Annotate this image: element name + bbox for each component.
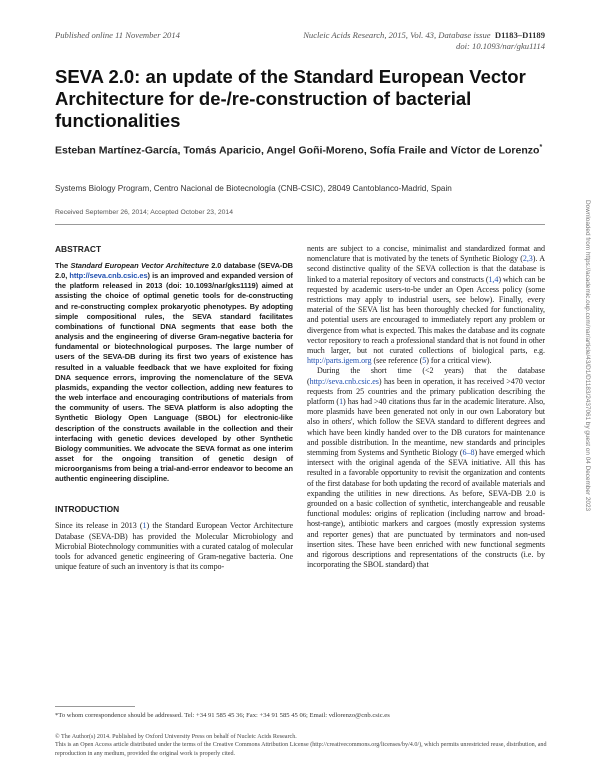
igem-url-link[interactable]: http://parts.igem.org: [307, 356, 372, 366]
abstract-text: The Standard European Vector Architecture 2.0 database (SEVA-DB 2.0, http://seva.cnb.csic.es) is an improved and expanded version of the platform released in 2013 (doi: 10.1093/nar/gks1119) aimed at assisting the choice of optimal genetic tools for de-constructing and re-constructing complex prokaryotic phenotypes. By adopting simple compositional rules, the SEVA standard facilitates combinations of functional DNA segments that ease both the analysis and the engineering of diverse Gram-negative bacteria for fundamental or biotechnological purposes. The large number of users of the SEVA-DB during its first two years of existence has resulted in a valuable feedback that we have exploited for fixing DNA sequence errors, improving the nomenclature of the SEVA plasmids, expanding the vector collection, adding new features to the web interface and encouraging contributions of materials from the community of users. The SEVA platform is also adopting the Synthetic Biology Open Language (SBOL) for electronic-like description of the constructs available in the collection and their interfacing with genetic devices developed by other Synthetic Biology communities. We advocate the SEVA format as one interim asset for the ongoing transition of genetic design of microorganisms from being a trial-and-error endeavor to become an authentic engineering discipline.: [55, 261, 293, 484]
author-list: [55, 140, 555, 159]
header-divider: [55, 224, 545, 225]
reference-link[interactable]: 1,4: [488, 274, 499, 284]
received-accepted-dates: Received September 26, 2014; Accepted October 23, 2014: [55, 209, 233, 216]
license-line: This is an Open Access article distributed under the terms of the Creative Commons Attribution License (http://creativecommons.org/licenses/by/4.0/), which permits unrestricted reuse, distribution, and reproduction in any medium, provided the original work is properly cited.: [55, 742, 547, 757]
download-note: Downloaded from https://academic.oup.com/nar/article/43/D1/D1183/2437061 by guest on 04 December 2023: [584, 200, 591, 512]
left-column: [55, 244, 293, 572]
correspondence-footnote: *To whom correspondence should be addressed. Tel: +34 91 585 45 36; Fax: +34 91 585 45 06; Email: vdlorenzo@cnb.csic.es: [55, 712, 390, 719]
reference-link[interactable]: 2,3: [522, 254, 533, 264]
author-names: Esteban Martínez-García, Tomás Aparicio, Angel Goñi-Moreno, Sofía Fraile and Víctor de Lorenzo: [55, 144, 540, 157]
reference-link[interactable]: 6–8: [462, 448, 475, 458]
article-title: SEVA 2.0: an update of the Standard European Vector Architecture for de-/re-construction of bacterial functionalities: [55, 66, 526, 131]
seva-url-link[interactable]: http://seva.cnb.csic.es: [69, 271, 148, 281]
copyright-line: © The Author(s) 2014. Published by Oxford University Press on behalf of Nucleic Acids Research.: [55, 734, 297, 740]
right-column: [307, 244, 545, 571]
seva-italic-name: Standard European Vector Architecture: [70, 261, 209, 270]
paragraph-continued: nents are subject to a concise, minimalist and standardized format and nomenclature that is motivated by the tenets of Synthetic Biology (2,3). A second distinctive quality of the SEVA collection is that the database is linked to a material repository of vectors and constructs (1,4) which can be requested by academic users-to-be under an Open Access policy (some restrictions may apply to industrial users, see below). Finally, every material of the SEVA list has been thoroughly checked for functionality, and potential users are encouraged to immediately report any problem or divergence from what is expected. This makes the database and its cognate vector repository to reach a professional standard that is not found in other much larger, but not curated collections of biological parts, e.g. http://parts.igem.org (see reference (5) for a critical view).: [307, 244, 546, 366]
copyright-notice: [55, 733, 550, 758]
paragraph-database-usage: During the short time (<2 years) that the database (http://seva.cnb.csic.es) has been in operation, it has received >470 vector requests from 25 countries and the primary publication describing the platform (1) has had >40 citations thus far in the academic literature. Also, more plasmids have been generated not only in our own Laboratory but also in others', which follow the SEVA standard to different degrees and which have been kindly handed over to the DB curators for maintenance and possible distribution. In the meantime, new standards and principles stemming from Systems and Synthetic Biology (6–8) have emerged which intersect with the original agenda of the SEVA initiative. All this has resulted in a favorable opportunity to revisit the organization and contents of the first database for both updating the record of available materials and expanding the utilities in new directions. As before, SEVA-DB 2.0 is grounded on a basic collection of synthetic, interchangeable and reusable functional modules: origins of replication (including narrow and broad-host-range), antibiotic markers and cargoes (mostly expression systems and reporter genes) that are punctuated by terminators and non-used insertion sites. These have been enriched with new functional segments and rigorous descriptions and representations of the constructs (i.e. by incorporating the SBOL standard) that: [307, 366, 546, 570]
seva-url-link[interactable]: http://seva.cnb.csic.es: [309, 376, 379, 386]
reference-link[interactable]: 1: [142, 521, 147, 531]
journal-citation: Nucleic Acids Research, 2015, Vol. 43, Database issue: [303, 30, 491, 40]
footnote-divider: [55, 706, 135, 707]
download-watermark: [581, 200, 593, 600]
reference-link[interactable]: 1: [339, 397, 344, 407]
page-range: D1183–D1189: [494, 30, 545, 40]
introduction-text: Since its release in 2013 (1) the Standard European Vector Architecture Database (SEVA-DB) has provided the Molecular Microbiology and Microbial Biotechnology communities with a curated catalog of molecular tools for advanced genetic engineering of Gram-negative bacteria. One unique feature of such an inventory is that its compo-: [55, 521, 293, 572]
doi[interactable]: doi: 10.1093/nar/gku1114: [456, 41, 545, 51]
introduction-heading: INTRODUCTION: [55, 504, 120, 515]
affiliation: Systems Biology Program, Centro Nacional de Biotecnología (CNB-CSIC), 28049 Cantoblanco-Madrid, Spain: [55, 184, 452, 193]
corresponding-author-mark: *: [539, 144, 543, 151]
abstract-heading: ABSTRACT: [55, 244, 102, 254]
reference-link[interactable]: 5: [422, 356, 427, 366]
published-date: Published online 11 November 2014: [55, 30, 180, 40]
journal-header: [303, 30, 545, 52]
